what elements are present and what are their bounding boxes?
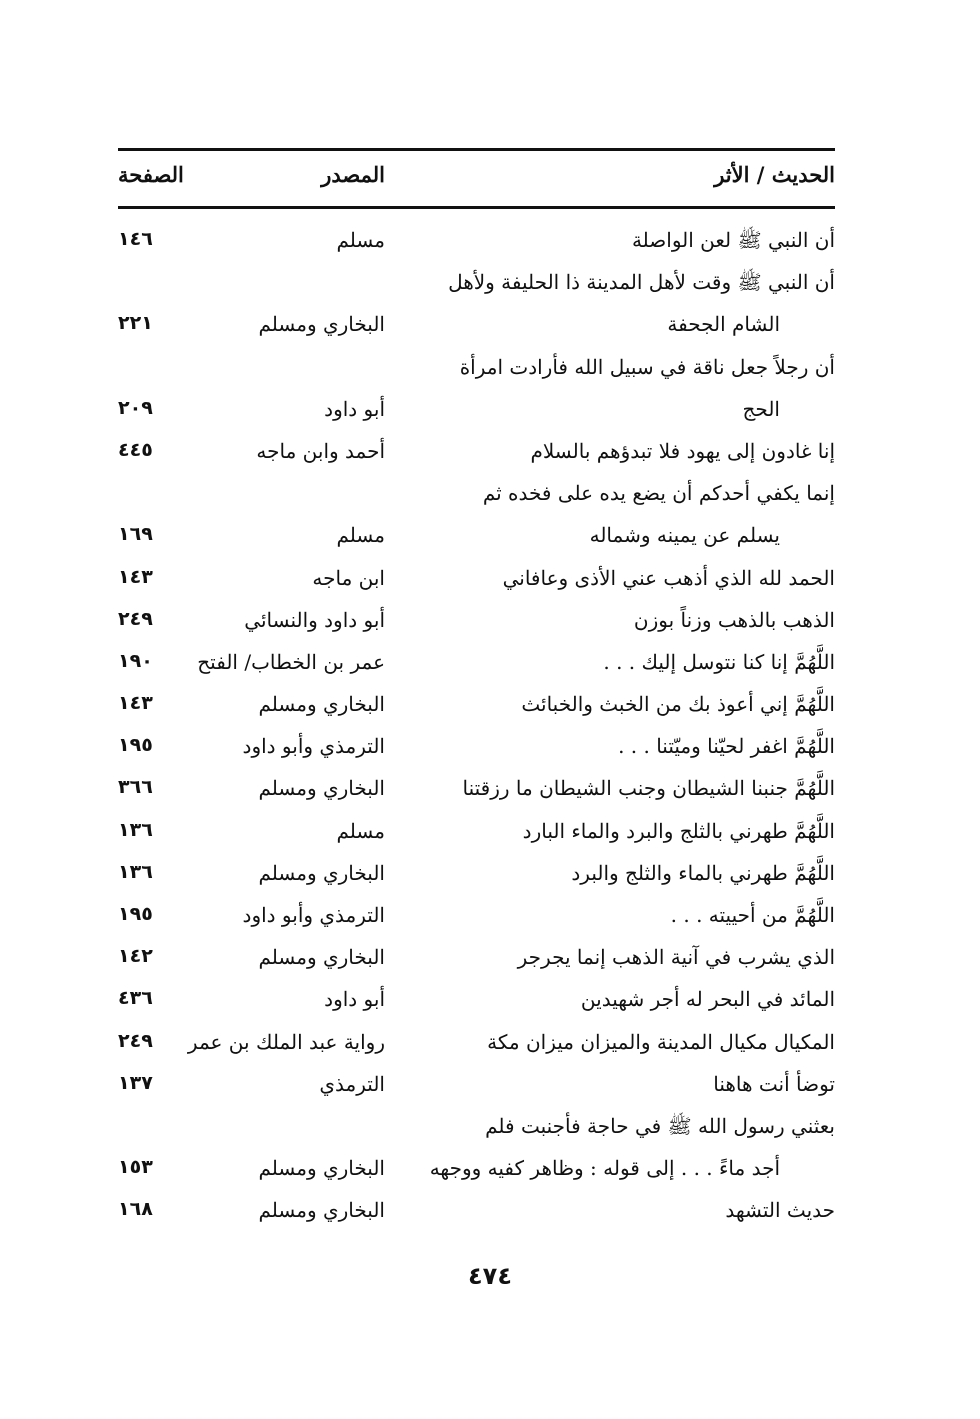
page-ref: ١٤٢ xyxy=(118,945,153,968)
page-ref: ٤٣٦ xyxy=(118,987,153,1010)
hadith-text: يسلم عن يمينه وشماله xyxy=(589,523,780,548)
source-text: عمر بن الخطاب/ الفتح xyxy=(197,649,385,674)
source-text: أبو داود xyxy=(324,987,385,1012)
hadith-text: اللَّهُمَّ جنبنا الشيطان وجنب الشيطان ما رزقتنا xyxy=(462,776,835,801)
hadith-text: اللَّهُمَّ طهرني بالماء والثلج والبرد xyxy=(571,860,835,885)
header-hadith: الحديث / الأثر xyxy=(714,162,835,187)
source-text: البخاري ومسلم xyxy=(258,776,385,801)
table-row xyxy=(118,475,835,517)
hadith-text: توضأ أنت هاهنا xyxy=(713,1071,835,1096)
source-text: البخاري ومسلم xyxy=(258,692,385,717)
table-row xyxy=(118,349,835,391)
source-text: البخاري ومسلم xyxy=(258,312,385,337)
hadith-text: المائد في البحر له أجر شهيدين xyxy=(580,987,835,1012)
hadith-text: اللَّهُمَّ إني أعوذ بك من الخبث والخبائث xyxy=(521,692,835,717)
table-row xyxy=(118,939,835,981)
table-row xyxy=(118,728,835,770)
table-row xyxy=(118,770,835,812)
index-table xyxy=(118,222,835,1235)
source-text: أبو داود والنسائي xyxy=(244,607,385,632)
hadith-text: اللَّهُمَّ إنا كنا نتوسل إليك . . . xyxy=(603,649,835,674)
hadith-text: أن النبي ﷺ وقت لأهل المدينة ذا الحليفة ولأهل xyxy=(448,270,835,295)
page-number: ٤٧٤ xyxy=(468,1262,512,1290)
page-ref: ١٦٩ xyxy=(118,523,153,546)
table-row xyxy=(118,897,835,939)
source-text: مسلم xyxy=(336,228,385,252)
source-text: البخاري ومسلم xyxy=(258,1198,385,1223)
hadith-text: اللَّهُمَّ اغفر لحيّنا وميّتنا . . . xyxy=(618,734,835,759)
header-source: المصدر xyxy=(321,162,385,187)
table-row xyxy=(118,981,835,1023)
table-row xyxy=(118,306,835,348)
hadith-text: أن رجلاً جعل ناقة في سبيل الله فأرادت امرأة xyxy=(459,354,835,379)
hadith-text: أن النبي ﷺ لعن الواصلة xyxy=(631,228,835,252)
page-ref: ١٤٣ xyxy=(118,692,153,715)
page-ref: ٣٦٦ xyxy=(118,776,153,799)
header-top-rule xyxy=(118,148,835,151)
table-row xyxy=(118,560,835,602)
table-row xyxy=(118,433,835,475)
source-text: الترمذي وأبو داود xyxy=(242,734,385,759)
source-text: مسلم xyxy=(336,523,385,548)
page-ref: ٤٤٥ xyxy=(118,438,153,461)
table-row xyxy=(118,1192,835,1234)
page-ref: ١٤٦ xyxy=(118,228,153,250)
hadith-text: الحج xyxy=(742,396,780,421)
page-ref: ٢٠٩ xyxy=(118,396,153,419)
table-row xyxy=(118,517,835,559)
source-text: رواية عبد الملك بن عمر xyxy=(187,1029,385,1054)
hadith-text: المكيال مكيال المدينة والميزان ميزان مكة xyxy=(487,1029,835,1054)
page-ref: ٢٤٩ xyxy=(118,1029,153,1052)
hadith-text: اللَّهُمَّ من أحييته . . . xyxy=(670,903,835,927)
table-row xyxy=(118,264,835,306)
hadith-text: الذي يشرب في آنية الذهب إنما يجرجر xyxy=(517,945,835,970)
table-row xyxy=(118,1066,835,1108)
page-ref: ١٣٦ xyxy=(118,860,153,883)
table-row xyxy=(118,1108,835,1150)
page-ref: ١٩٥ xyxy=(118,903,153,925)
header-page: الصفحة xyxy=(118,162,184,187)
table-row xyxy=(118,855,835,897)
hadith-text: الحمد لله الذي أذهب عني الأذى وعافاني xyxy=(502,565,835,590)
hadith-text: بعثني رسول الله ﷺ في حاجة فأجنبت فلم xyxy=(485,1113,835,1138)
header-bottom-rule xyxy=(118,206,835,209)
source-text: الترمذي xyxy=(319,1071,385,1096)
source-text: مسلم xyxy=(336,818,385,843)
hadith-text: إنا غادون إلى يهود فلا تبدؤهم بالسلام xyxy=(530,438,835,463)
table-header xyxy=(118,158,835,198)
page-ref: ١٩٠ xyxy=(118,649,153,672)
source-text: أبو داود xyxy=(324,396,385,421)
hadith-text: إنما يكفي أحدكم أن يضع يده على فخده ثم xyxy=(482,481,835,506)
table-row xyxy=(118,1024,835,1066)
table-row xyxy=(118,644,835,686)
table-row xyxy=(118,602,835,644)
page-ref: ١٦٨ xyxy=(118,1198,153,1221)
hadith-text: أجد ماءً . . . إلى قوله : وظاهر كفيه ووجهه xyxy=(429,1156,780,1181)
source-text: الترمذي وأبو داود xyxy=(242,903,385,927)
page-ref: ١٩٥ xyxy=(118,734,153,757)
hadith-text: الذهب بالذهب وزناً بوزن xyxy=(633,607,835,632)
source-text: البخاري ومسلم xyxy=(258,1156,385,1181)
source-text: أحمد وابن ماجه xyxy=(256,438,385,463)
page-ref: ٢٢١ xyxy=(118,312,153,335)
page-ref: ١٣٦ xyxy=(118,818,153,841)
page-ref: ١٣٧ xyxy=(118,1071,153,1094)
page-ref: ١٤٣ xyxy=(118,565,153,588)
source-text: البخاري ومسلم xyxy=(258,860,385,885)
hadith-text: حديث التشهد xyxy=(725,1198,835,1223)
table-row xyxy=(118,222,835,264)
source-text: البخاري ومسلم xyxy=(258,945,385,970)
hadith-text: اللَّهُمَّ طهرني بالثلج والبرد والماء البارد xyxy=(522,818,835,843)
hadith-text: الشام الجحفة xyxy=(667,312,780,337)
table-row xyxy=(118,813,835,855)
page-ref: ٢٤٩ xyxy=(118,607,153,630)
table-row xyxy=(118,391,835,433)
page-ref: ١٥٣ xyxy=(118,1156,153,1179)
table-row xyxy=(118,686,835,728)
source-text: ابن ماجه xyxy=(312,565,385,590)
table-row xyxy=(118,1150,835,1192)
